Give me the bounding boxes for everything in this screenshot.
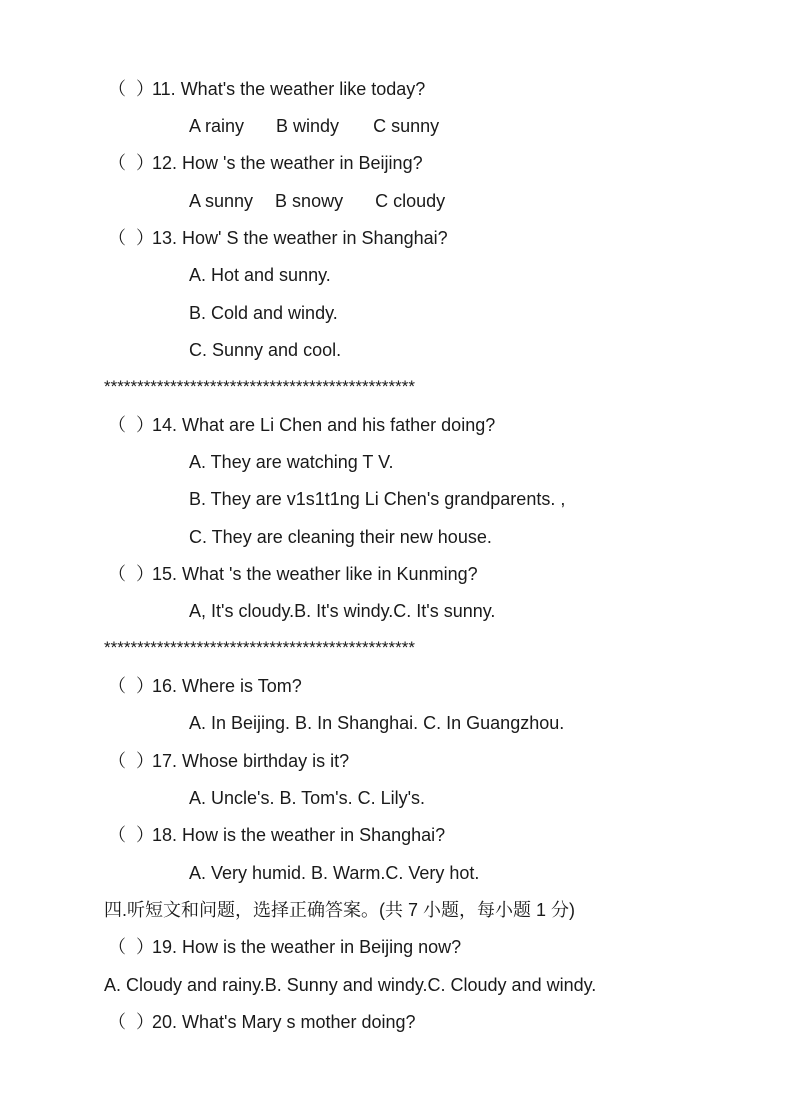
question-17 bbox=[108, 750, 349, 772]
answer-bracket[interactable]: （ ） bbox=[108, 825, 155, 845]
option-a: A. They are watching T V. bbox=[189, 452, 394, 472]
answer-bracket[interactable]: （ ） bbox=[108, 564, 155, 584]
option-a: A rainy bbox=[189, 116, 245, 136]
question-11 bbox=[108, 78, 425, 100]
question-text: 11. What's the weather like today? bbox=[152, 79, 426, 99]
option-a: A. Hot and sunny. bbox=[189, 265, 331, 285]
question-12 bbox=[108, 152, 423, 174]
question-19 bbox=[108, 936, 461, 958]
option-b: B snowy bbox=[275, 191, 344, 211]
question-text: 20. What's Mary s mother doing? bbox=[152, 1012, 416, 1032]
question-text: 14. What are Li Chen and his father doing? bbox=[152, 415, 496, 435]
options-row bbox=[189, 115, 439, 137]
answer-bracket[interactable]: （ ） bbox=[108, 79, 155, 99]
separator: *********************************************** bbox=[104, 377, 415, 396]
question-text: 15. What 's the weather like in Kunming? bbox=[152, 564, 478, 584]
question-20 bbox=[108, 1011, 416, 1033]
option-b: B. They are v1s1t1ng Li Chen's grandparents. , bbox=[189, 489, 566, 509]
options-row bbox=[189, 190, 445, 212]
section-heading: 四.听短文和问题，选择正确答案。(共 7 小题，每小题 1 分) bbox=[104, 900, 576, 920]
option-c: C sunny bbox=[373, 116, 440, 136]
options-row: A. Cloudy and rainy.B. Sunny and windy.C. Cloudy and windy. bbox=[104, 975, 597, 995]
question-14 bbox=[108, 414, 495, 436]
question-18 bbox=[108, 824, 445, 846]
options-row: A. Very humid. B. Warm.C. Very hot. bbox=[189, 863, 480, 883]
option-c: C. They are cleaning their new house. bbox=[189, 527, 492, 547]
question-text: 17. Whose birthday is it? bbox=[152, 751, 350, 771]
answer-bracket[interactable]: （ ） bbox=[108, 751, 155, 771]
option-b: B. Cold and windy. bbox=[189, 303, 338, 323]
option-c: C. Sunny and cool. bbox=[189, 340, 342, 360]
question-text: 19. How is the weather in Beijing now? bbox=[152, 937, 462, 957]
question-13 bbox=[108, 227, 448, 249]
options-row: A. In Beijing. B. In Shanghai. C. In Guangzhou. bbox=[189, 713, 565, 733]
answer-bracket[interactable]: （ ） bbox=[108, 153, 155, 173]
question-text: 13. How' S the weather in Shanghai? bbox=[152, 228, 448, 248]
question-15 bbox=[108, 563, 478, 585]
question-text: 18. How is the weather in Shanghai? bbox=[152, 825, 446, 845]
option-a: A sunny bbox=[189, 191, 254, 211]
option-b: B windy bbox=[276, 116, 340, 136]
options-row: A, It's cloudy.B. It's windy.C. It's sunny. bbox=[189, 601, 496, 621]
question-16 bbox=[108, 675, 302, 697]
separator: *********************************************** bbox=[104, 638, 415, 657]
answer-bracket[interactable]: （ ） bbox=[108, 1012, 155, 1032]
answer-bracket[interactable]: （ ） bbox=[108, 937, 155, 957]
answer-bracket[interactable]: （ ） bbox=[108, 415, 155, 435]
question-text: 12. How 's the weather in Beijing? bbox=[152, 153, 423, 173]
answer-bracket[interactable]: （ ） bbox=[108, 676, 155, 696]
question-text: 16. Where is Tom? bbox=[152, 676, 302, 696]
answer-bracket[interactable]: （ ） bbox=[108, 228, 155, 248]
option-c: C cloudy bbox=[375, 191, 446, 211]
options-row: A. Uncle's. B. Tom's. C. Lily's. bbox=[189, 788, 426, 808]
